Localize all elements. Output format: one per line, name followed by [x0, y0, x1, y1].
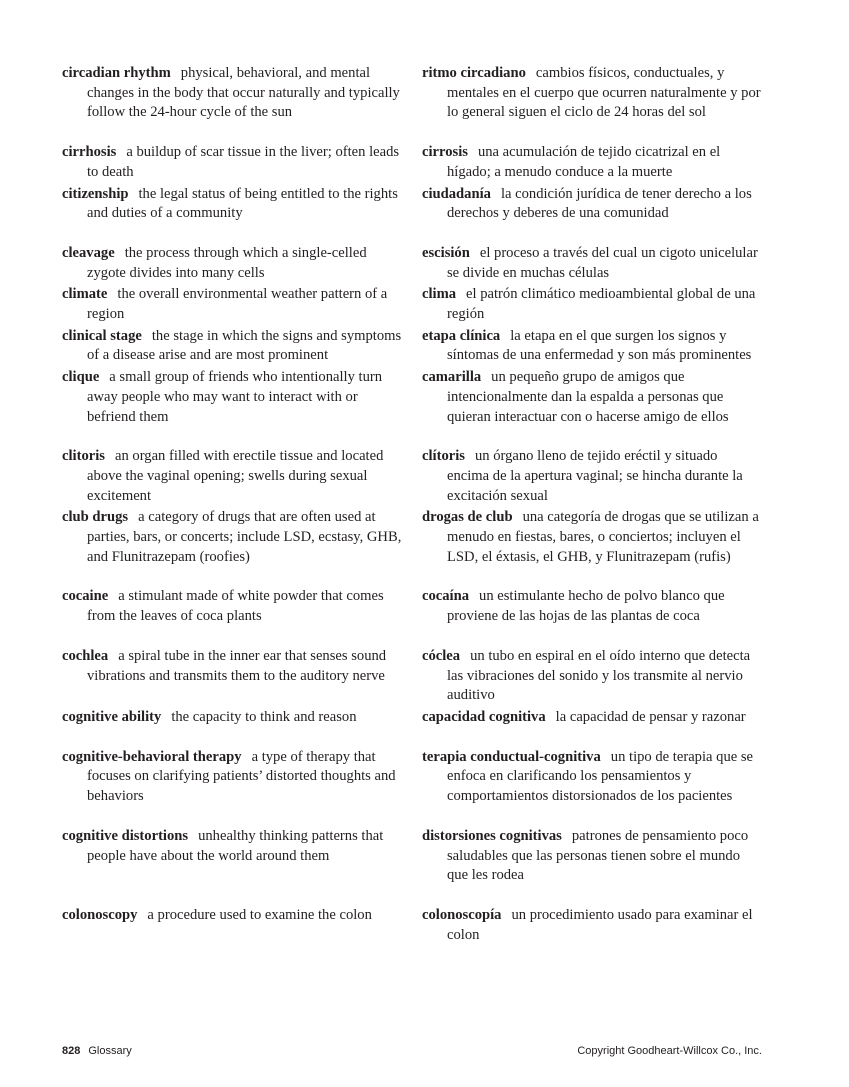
term-english: colonoscopy — [62, 906, 138, 923]
glossary-row — [62, 285, 762, 324]
page-footer — [62, 1043, 762, 1059]
entry-english — [62, 64, 402, 123]
glossary-row — [62, 508, 762, 567]
entry-english — [62, 587, 402, 626]
entry-spanish — [422, 285, 762, 324]
term-english: clique — [62, 369, 100, 386]
term-spanish: colonoscopía — [422, 906, 502, 923]
definition-spanish: la etapa en el que surgen los signos y síntomas de una enfermedad y son más prominentes — [447, 327, 752, 364]
term-english: clinical stage — [62, 327, 142, 344]
definition-spanish: el proceso a través del cual un cigoto unicelular se divide en muchas células — [447, 244, 758, 281]
term-english: cleavage — [62, 244, 115, 261]
term-english: climate — [62, 286, 108, 303]
term-english: circadian rhythm — [62, 65, 171, 81]
definition-english: a stimulant made of white powder that comes from the leaves of coca plants — [87, 588, 384, 625]
term-spanish: clítoris — [422, 448, 465, 465]
term-spanish: cocaína — [422, 588, 470, 605]
definition-spanish: un tipo de terapia que se enfoca en clarificando los pensamientos y comportamientos distorsionados de los pacientes — [447, 748, 754, 805]
definition-spanish: el patrón climático medioambiental global de una región — [447, 286, 756, 323]
definition-spanish: un órgano lleno de tejido eréctil y situado encima de la apertura vaginal; se hincha durante la excitación sexual — [447, 448, 743, 504]
entry-english — [62, 508, 402, 567]
term-spanish: drogas de club — [422, 509, 513, 526]
glossary-row — [62, 906, 762, 945]
section-name: Glossary — [88, 1045, 132, 1057]
definition-spanish: una categoría de drogas que se utilizan a menudo en fiestas, bares, o conciertos; incluyen el LSD, el éxtasis, el GHB, y Flunitrazepam (rufis) — [447, 509, 759, 565]
entry-spanish — [422, 244, 762, 283]
glossary-row — [62, 587, 762, 626]
definition-english: the capacity to think and reason — [171, 708, 357, 725]
term-english: cochlea — [62, 647, 109, 664]
term-english: cognitive ability — [62, 708, 162, 725]
entry-spanish — [422, 906, 762, 945]
definition-english: a small group of friends who intentionally turn away people who may want to interact with or befriend them — [87, 369, 383, 425]
definition-spanish: patrones de pensamiento poco saludables que las personas tienen sobre el mundo que les rodea — [447, 827, 749, 884]
copyright-notice: Copyright Goodheart-Willcox Co., Inc. — [577, 1045, 762, 1057]
glossary-row — [62, 143, 762, 182]
entry-spanish — [422, 447, 762, 506]
glossary-row — [62, 64, 762, 123]
definition-spanish: la capacidad de pensar y razonar — [555, 708, 746, 725]
term-english: citizenship — [62, 185, 129, 202]
term-spanish: terapia conductual-cognitiva — [422, 748, 601, 765]
page-number: 828 — [62, 1045, 81, 1057]
entry-spanish — [422, 185, 762, 224]
term-english: club drugs — [62, 509, 129, 526]
entry-spanish — [422, 327, 762, 366]
entry-english — [62, 185, 402, 224]
entry-spanish — [422, 827, 762, 886]
entry-english — [62, 647, 402, 706]
definition-spanish: un tubo en espiral en el oído interno que detecta las vibraciones del sonido y los transmite al nervio auditivo — [447, 647, 751, 704]
glossary-row — [62, 708, 762, 728]
definition-spanish: la condición jurídica de tener derecho a los derechos y deberes de una comunidad — [447, 185, 752, 222]
entry-english — [62, 906, 402, 945]
definition-spanish: un procedimiento usado para examinar el colon — [447, 906, 753, 943]
term-spanish: ciudadanía — [422, 185, 491, 202]
glossary-row — [62, 244, 762, 283]
entry-english — [62, 368, 402, 427]
definition-english: the overall environmental weather pattern of a region — [87, 286, 388, 323]
entry-spanish — [422, 64, 762, 123]
definition-spanish: un pequeño grupo de amigos que intencionalmente dan la espalda a personas que quieran interactuar con o hacerse amigo de ellos — [447, 369, 729, 425]
definition-spanish: cambios físicos, conductuales, y mentales en el cuerpo que ocurren naturalmente y por lo general siguen el ciclo de 24 horas del sol — [447, 65, 761, 121]
entry-spanish — [422, 647, 762, 706]
entry-english — [62, 708, 402, 728]
term-spanish: etapa clínica — [422, 327, 501, 344]
entry-spanish — [422, 708, 762, 728]
entry-english — [62, 827, 402, 886]
definition-english: unhealthy thinking patterns that people have about the world around them — [87, 827, 384, 864]
term-spanish: camarilla — [422, 369, 482, 386]
definition-spanish: una acumulación de tejido cicatrizal en el hígado; a menudo conduce a la muerte — [447, 144, 721, 180]
entry-spanish — [422, 368, 762, 427]
term-english: cognitive-behavioral therapy — [62, 748, 242, 765]
glossary-row — [62, 647, 762, 706]
definition-english: the process through which a single-celled zygote divides into many cells — [87, 244, 367, 281]
entry-english — [62, 447, 402, 506]
definition-english: physical, behavioral, and mental changes in the body that occur naturally and typically follow the 24-hour cycle of the sun — [87, 65, 400, 121]
entry-english — [62, 143, 402, 182]
glossary-row — [62, 748, 762, 807]
entry-english — [62, 327, 402, 366]
definition-english: the legal status of being entitled to the rights and duties of a community — [87, 185, 398, 222]
definition-english: a procedure used to examine the colon — [147, 906, 372, 923]
term-english: cirrhosis — [62, 144, 117, 161]
glossary-row — [62, 327, 762, 366]
term-english: cocaine — [62, 588, 109, 605]
definition-english: the stage in which the signs and symptoms of a disease arise and are most prominent — [87, 327, 402, 364]
definition-spanish: un estimulante hecho de polvo blanco que proviene de las hojas de las plantas de coca — [447, 588, 725, 625]
term-spanish: distorsiones cognitivas — [422, 827, 562, 844]
entry-spanish — [422, 508, 762, 567]
entry-english — [62, 748, 402, 807]
entry-spanish — [422, 748, 762, 807]
glossary-row — [62, 447, 762, 506]
term-spanish: escisión — [422, 244, 470, 261]
glossary-row — [62, 827, 762, 886]
term-english: clitoris — [62, 448, 105, 465]
definition-english: an organ filled with erectile tissue and located above the vaginal opening; swells during sexual excitement — [87, 448, 384, 504]
term-spanish: clima — [422, 286, 457, 303]
term-english: cognitive distortions — [62, 827, 189, 844]
entry-spanish — [422, 587, 762, 626]
definition-english: a category of drugs that are often used at parties, bars, or concerts; include LSD, ecstasy, GHB, and Flunitrazepam (roofies) — [87, 509, 402, 565]
definition-english: a buildup of scar tissue in the liver; often leads to death — [87, 144, 400, 180]
definition-english: a type of therapy that focuses on clarifying patients’ distorted thoughts and behaviors — [87, 748, 396, 805]
term-spanish: cóclea — [422, 647, 461, 664]
entry-spanish — [422, 143, 762, 182]
term-spanish: capacidad cognitiva — [422, 708, 546, 725]
term-spanish: ritmo circadiano — [422, 65, 526, 81]
definition-english: a spiral tube in the inner ear that senses sound vibrations and transmits them to the auditory nerve — [87, 647, 387, 684]
glossary-row — [62, 368, 762, 427]
entry-english — [62, 244, 402, 283]
term-spanish: cirrosis — [422, 144, 468, 161]
glossary-entries — [62, 64, 762, 947]
glossary-row — [62, 185, 762, 224]
entry-english — [62, 285, 402, 324]
